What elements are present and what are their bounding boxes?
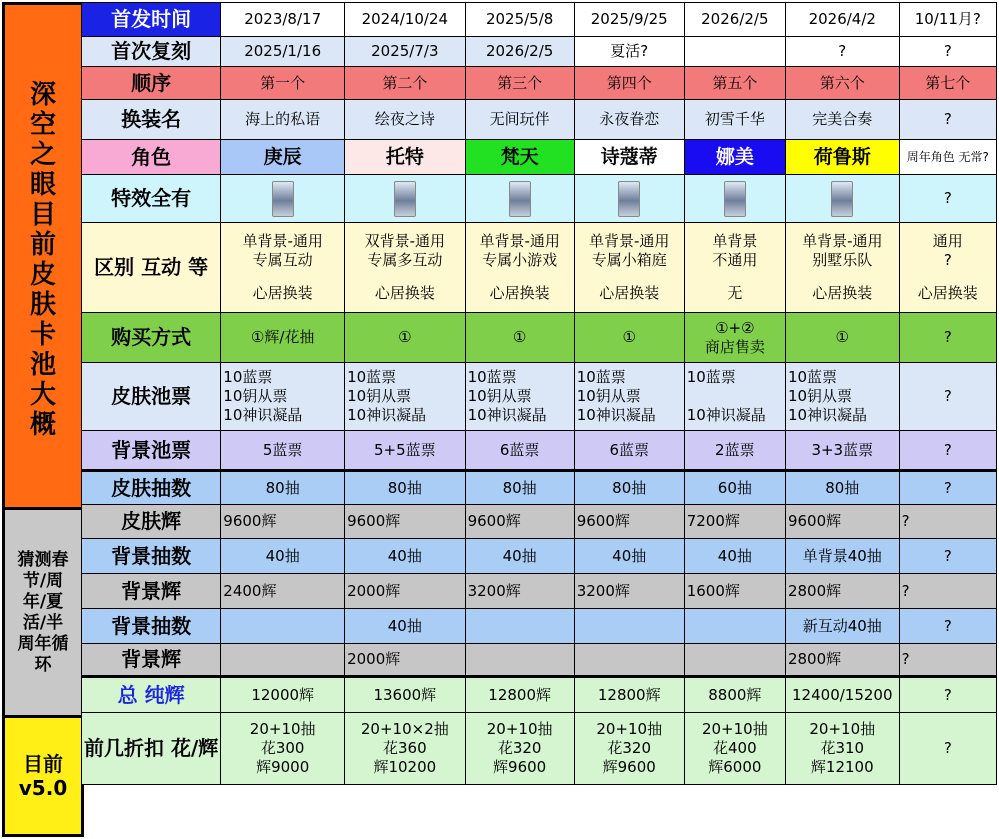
- rerun-cell: ?: [785, 37, 899, 67]
- skin_hui-cell: 9600辉: [574, 505, 684, 539]
- skin_pulls-cell: 80抽: [785, 471, 899, 505]
- skin-ticket-cell: 10蓝票 10钥从票 10神识凝晶: [221, 363, 345, 431]
- bg_pulls2-cell: 40抽: [345, 609, 466, 644]
- skin-ticket-label: 皮肤池票: [82, 363, 221, 431]
- skin_pulls-cell: 80抽: [574, 471, 684, 505]
- diff-label: 区别 互动 等: [82, 223, 221, 313]
- bg_hui-cell: 2000辉: [345, 574, 466, 609]
- skin-thumbnail: [831, 181, 853, 217]
- bg_ticket-cell: 6蓝票: [574, 431, 684, 471]
- bg_hui2-cell: [221, 644, 345, 677]
- discount-cell: 20+10抽 花310 辉12100: [785, 713, 899, 785]
- character-label: 角色: [82, 140, 221, 175]
- order-cell: 第二个: [345, 67, 466, 100]
- diff-cell: 双背景-通用 专属多互动 心居换装: [345, 223, 466, 313]
- total-cell: ?: [899, 677, 996, 713]
- table-row: [82, 539, 997, 574]
- bg_ticket-cell: 5蓝票: [221, 431, 345, 471]
- bg_pulls-label: 背景抽数: [82, 539, 221, 574]
- table-row: [82, 3, 997, 37]
- skin_pulls-label: 皮肤抽数: [82, 471, 221, 505]
- diff-cell: 通用 ? 心居换装: [899, 223, 996, 313]
- character-cell: 托特: [345, 140, 466, 175]
- rerun-cell: [684, 37, 785, 67]
- skin_pulls-cell: 60抽: [684, 471, 785, 505]
- buy-cell: ?: [899, 313, 996, 363]
- discount-cell: 20+10×2抽 花360 辉10200: [345, 713, 466, 785]
- buy-cell: ①+② 商店售卖: [684, 313, 785, 363]
- character-cell: 荷鲁斯: [785, 140, 899, 175]
- table-row: [82, 67, 997, 100]
- rerun-cell: 夏活?: [574, 37, 684, 67]
- bg_pulls2-cell: [221, 609, 345, 644]
- buy-cell: ①辉/花抽: [221, 313, 345, 363]
- skin_pulls-cell: 80抽: [345, 471, 466, 505]
- bg_hui-cell: 1600辉: [684, 574, 785, 609]
- bg_pulls-cell: ?: [899, 539, 996, 574]
- bg_hui2-label: 背景辉: [82, 644, 221, 677]
- table-row: [82, 175, 997, 223]
- bg_ticket-cell: 3+3蓝票: [785, 431, 899, 471]
- total-label: 总 纯辉: [82, 677, 221, 713]
- diff-cell: 单背景-通用 别墅乐队 心居换装: [785, 223, 899, 313]
- skin-ticket-cell: 10蓝票 10钥从票 10神识凝晶: [345, 363, 466, 431]
- skin_pulls-cell: 80抽: [221, 471, 345, 505]
- bg_hui2-cell: 2800辉: [785, 644, 899, 677]
- skin_pulls-cell: 80抽: [465, 471, 574, 505]
- table-row: [82, 223, 997, 313]
- diff-cell: 单背景-通用 专属互动 心居换装: [221, 223, 345, 313]
- diff-cell: 单背景 不通用 无: [684, 223, 785, 313]
- first_time-cell: 2023/8/17: [221, 3, 345, 37]
- skin-thumbnail: [618, 181, 640, 217]
- skin-ticket-cell: 10蓝票 10神识凝晶: [684, 363, 785, 431]
- order-cell: 第三个: [465, 67, 574, 100]
- effects-cell: ?: [899, 175, 996, 223]
- table-row: [82, 471, 997, 505]
- table-row: [82, 677, 997, 713]
- bg_ticket-label: 背景池票: [82, 431, 221, 471]
- bg_hui-cell: 3200辉: [465, 574, 574, 609]
- first_time-cell: 10/11月?: [899, 3, 996, 37]
- first_time-cell: 2025/5/8: [465, 3, 574, 37]
- skin_name-cell: 绘夜之诗: [345, 100, 466, 140]
- discount-cell: ?: [899, 713, 996, 785]
- rerun-cell: 2025/1/16: [221, 37, 345, 67]
- first_time-cell: 2024/10/24: [345, 3, 466, 37]
- buy-label: 购买方式: [82, 313, 221, 363]
- skin_hui-cell: 9600辉: [785, 505, 899, 539]
- skin_name-cell: 海上的私语: [221, 100, 345, 140]
- bg_pulls-cell: 40抽: [684, 539, 785, 574]
- skin-thumbnail: [394, 181, 416, 217]
- total-cell: 12400/15200: [785, 677, 899, 713]
- bg_pulls-cell: 40抽: [465, 539, 574, 574]
- bg_ticket-cell: 6蓝票: [465, 431, 574, 471]
- total-cell: 13600辉: [345, 677, 466, 713]
- bg_pulls2-label: 背景抽数: [82, 609, 221, 644]
- skin_pulls-cell: ?: [899, 471, 996, 505]
- skin-ticket-cell: ?: [899, 363, 996, 431]
- skin_name-cell: 完美合奏: [785, 100, 899, 140]
- order-label: 顺序: [82, 67, 221, 100]
- skin-ticket-cell: 10蓝票 10钥从票 10神识凝晶: [465, 363, 574, 431]
- table-row: [82, 713, 997, 785]
- discount-cell: 20+10抽 花300 辉9000: [221, 713, 345, 785]
- skin_hui-cell: 9600辉: [221, 505, 345, 539]
- discount-cell: 20+10抽 花400 辉6000: [684, 713, 785, 785]
- character-cell: 娜美: [684, 140, 785, 175]
- pool-table: [81, 2, 997, 785]
- skin_name-cell: 无间玩伴: [465, 100, 574, 140]
- skin-thumbnail: [724, 181, 746, 217]
- table-row: [82, 505, 997, 539]
- skin_name-cell: ?: [899, 100, 996, 140]
- rerun-cell: ?: [899, 37, 996, 67]
- discount-cell: 20+10抽 花320 辉9600: [574, 713, 684, 785]
- effects-cell: [574, 175, 684, 223]
- table-row: [82, 363, 997, 431]
- bg_hui-cell: 2800辉: [785, 574, 899, 609]
- skin_name-cell: 永夜眷恋: [574, 100, 684, 140]
- first_time-cell: 2026/2/5: [684, 3, 785, 37]
- bg_ticket-cell: ?: [899, 431, 996, 471]
- skin_name-cell: 初雪千华: [684, 100, 785, 140]
- buy-cell: ①: [465, 313, 574, 363]
- bg_hui2-cell: [684, 644, 785, 677]
- table-row: [82, 37, 997, 67]
- bg_hui-cell: 3200辉: [574, 574, 684, 609]
- buy-cell: ①: [345, 313, 466, 363]
- rerun-cell: 2025/7/3: [345, 37, 466, 67]
- bg_pulls2-cell: ?: [899, 609, 996, 644]
- total-cell: 12000辉: [221, 677, 345, 713]
- bg_hui2-cell: 2000辉: [345, 644, 466, 677]
- rerun-cell: 2026/2/5: [465, 37, 574, 67]
- total-cell: 12800辉: [574, 677, 684, 713]
- skin_name-label: 换装名: [82, 100, 221, 140]
- character-cell: 周年角色 无常?: [899, 140, 996, 175]
- bg_pulls-cell: 40抽: [574, 539, 684, 574]
- sheet: [2, 2, 997, 835]
- first_time-cell: 2025/9/25: [574, 3, 684, 37]
- first_time-label: 首发时间: [82, 3, 221, 37]
- table-row: [82, 313, 997, 363]
- title-side: 深空之眼目前皮肤卡池大概: [2, 2, 84, 514]
- diff-cell: 单背景-通用 专属小箱庭 心居换装: [574, 223, 684, 313]
- table-row: [82, 100, 997, 140]
- effects-cell: [684, 175, 785, 223]
- total-cell: 8800辉: [684, 677, 785, 713]
- skin_hui-label: 皮肤辉: [82, 505, 221, 539]
- bg_hui2-cell: [465, 644, 574, 677]
- order-cell: 第五个: [684, 67, 785, 100]
- bg_hui-cell: ?: [899, 574, 996, 609]
- bg_hui-label: 背景辉: [82, 574, 221, 609]
- bg_pulls2-cell: [684, 609, 785, 644]
- guess-side: 猜测春节/周年/夏活/半周年循环: [2, 507, 84, 718]
- character-cell: 梵天: [465, 140, 574, 175]
- skin_hui-cell: 7200辉: [684, 505, 785, 539]
- table-row: [82, 609, 997, 644]
- bg_hui2-cell: ?: [899, 644, 996, 677]
- discount-cell: 20+10抽 花320 辉9600: [465, 713, 574, 785]
- effects-cell: [345, 175, 466, 223]
- bg_pulls2-cell: [574, 609, 684, 644]
- bg_hui2-cell: [574, 644, 684, 677]
- bg_pulls-cell: 40抽: [221, 539, 345, 574]
- table-row: [82, 644, 997, 677]
- skin-thumbnail: [272, 181, 294, 217]
- first_time-cell: 2026/4/2: [785, 3, 899, 37]
- rerun-label: 首次复刻: [82, 37, 221, 67]
- bg_ticket-cell: 5+5蓝票: [345, 431, 466, 471]
- total-cell: 12800辉: [465, 677, 574, 713]
- bg_pulls-cell: 单背景40抽: [785, 539, 899, 574]
- effects-cell: [221, 175, 345, 223]
- discount-label: 前几折扣 花/辉: [82, 713, 221, 785]
- bg_pulls2-cell: [465, 609, 574, 644]
- skin_hui-cell: 9600辉: [465, 505, 574, 539]
- order-cell: 第七个: [899, 67, 996, 100]
- table-row: [82, 431, 997, 471]
- character-cell: 庚辰: [221, 140, 345, 175]
- order-cell: 第一个: [221, 67, 345, 100]
- table-row: [82, 574, 997, 609]
- skin-thumbnail: [509, 181, 531, 217]
- skin-ticket-cell: 10蓝票 10钥从票 10神识凝晶: [785, 363, 899, 431]
- effects-cell: [785, 175, 899, 223]
- buy-cell: ①: [574, 313, 684, 363]
- skin_hui-cell: ?: [899, 505, 996, 539]
- current-side: 目前v5.0: [2, 715, 84, 837]
- bg_hui-cell: 2400辉: [221, 574, 345, 609]
- character-cell: 诗蔻蒂: [574, 140, 684, 175]
- effects-cell: [465, 175, 574, 223]
- bg_pulls2-cell: 新互动40抽: [785, 609, 899, 644]
- order-cell: 第四个: [574, 67, 684, 100]
- bg_pulls-cell: 40抽: [345, 539, 466, 574]
- effects-label: 特效全有: [82, 175, 221, 223]
- diff-cell: 单背景-通用 专属小游戏 心居换装: [465, 223, 574, 313]
- skin-ticket-cell: 10蓝票 10钥从票 10神识凝晶: [574, 363, 684, 431]
- order-cell: 第六个: [785, 67, 899, 100]
- buy-cell: ①: [785, 313, 899, 363]
- skin_hui-cell: 9600辉: [345, 505, 466, 539]
- table-row: [82, 140, 997, 175]
- bg_ticket-cell: 2蓝票: [684, 431, 785, 471]
